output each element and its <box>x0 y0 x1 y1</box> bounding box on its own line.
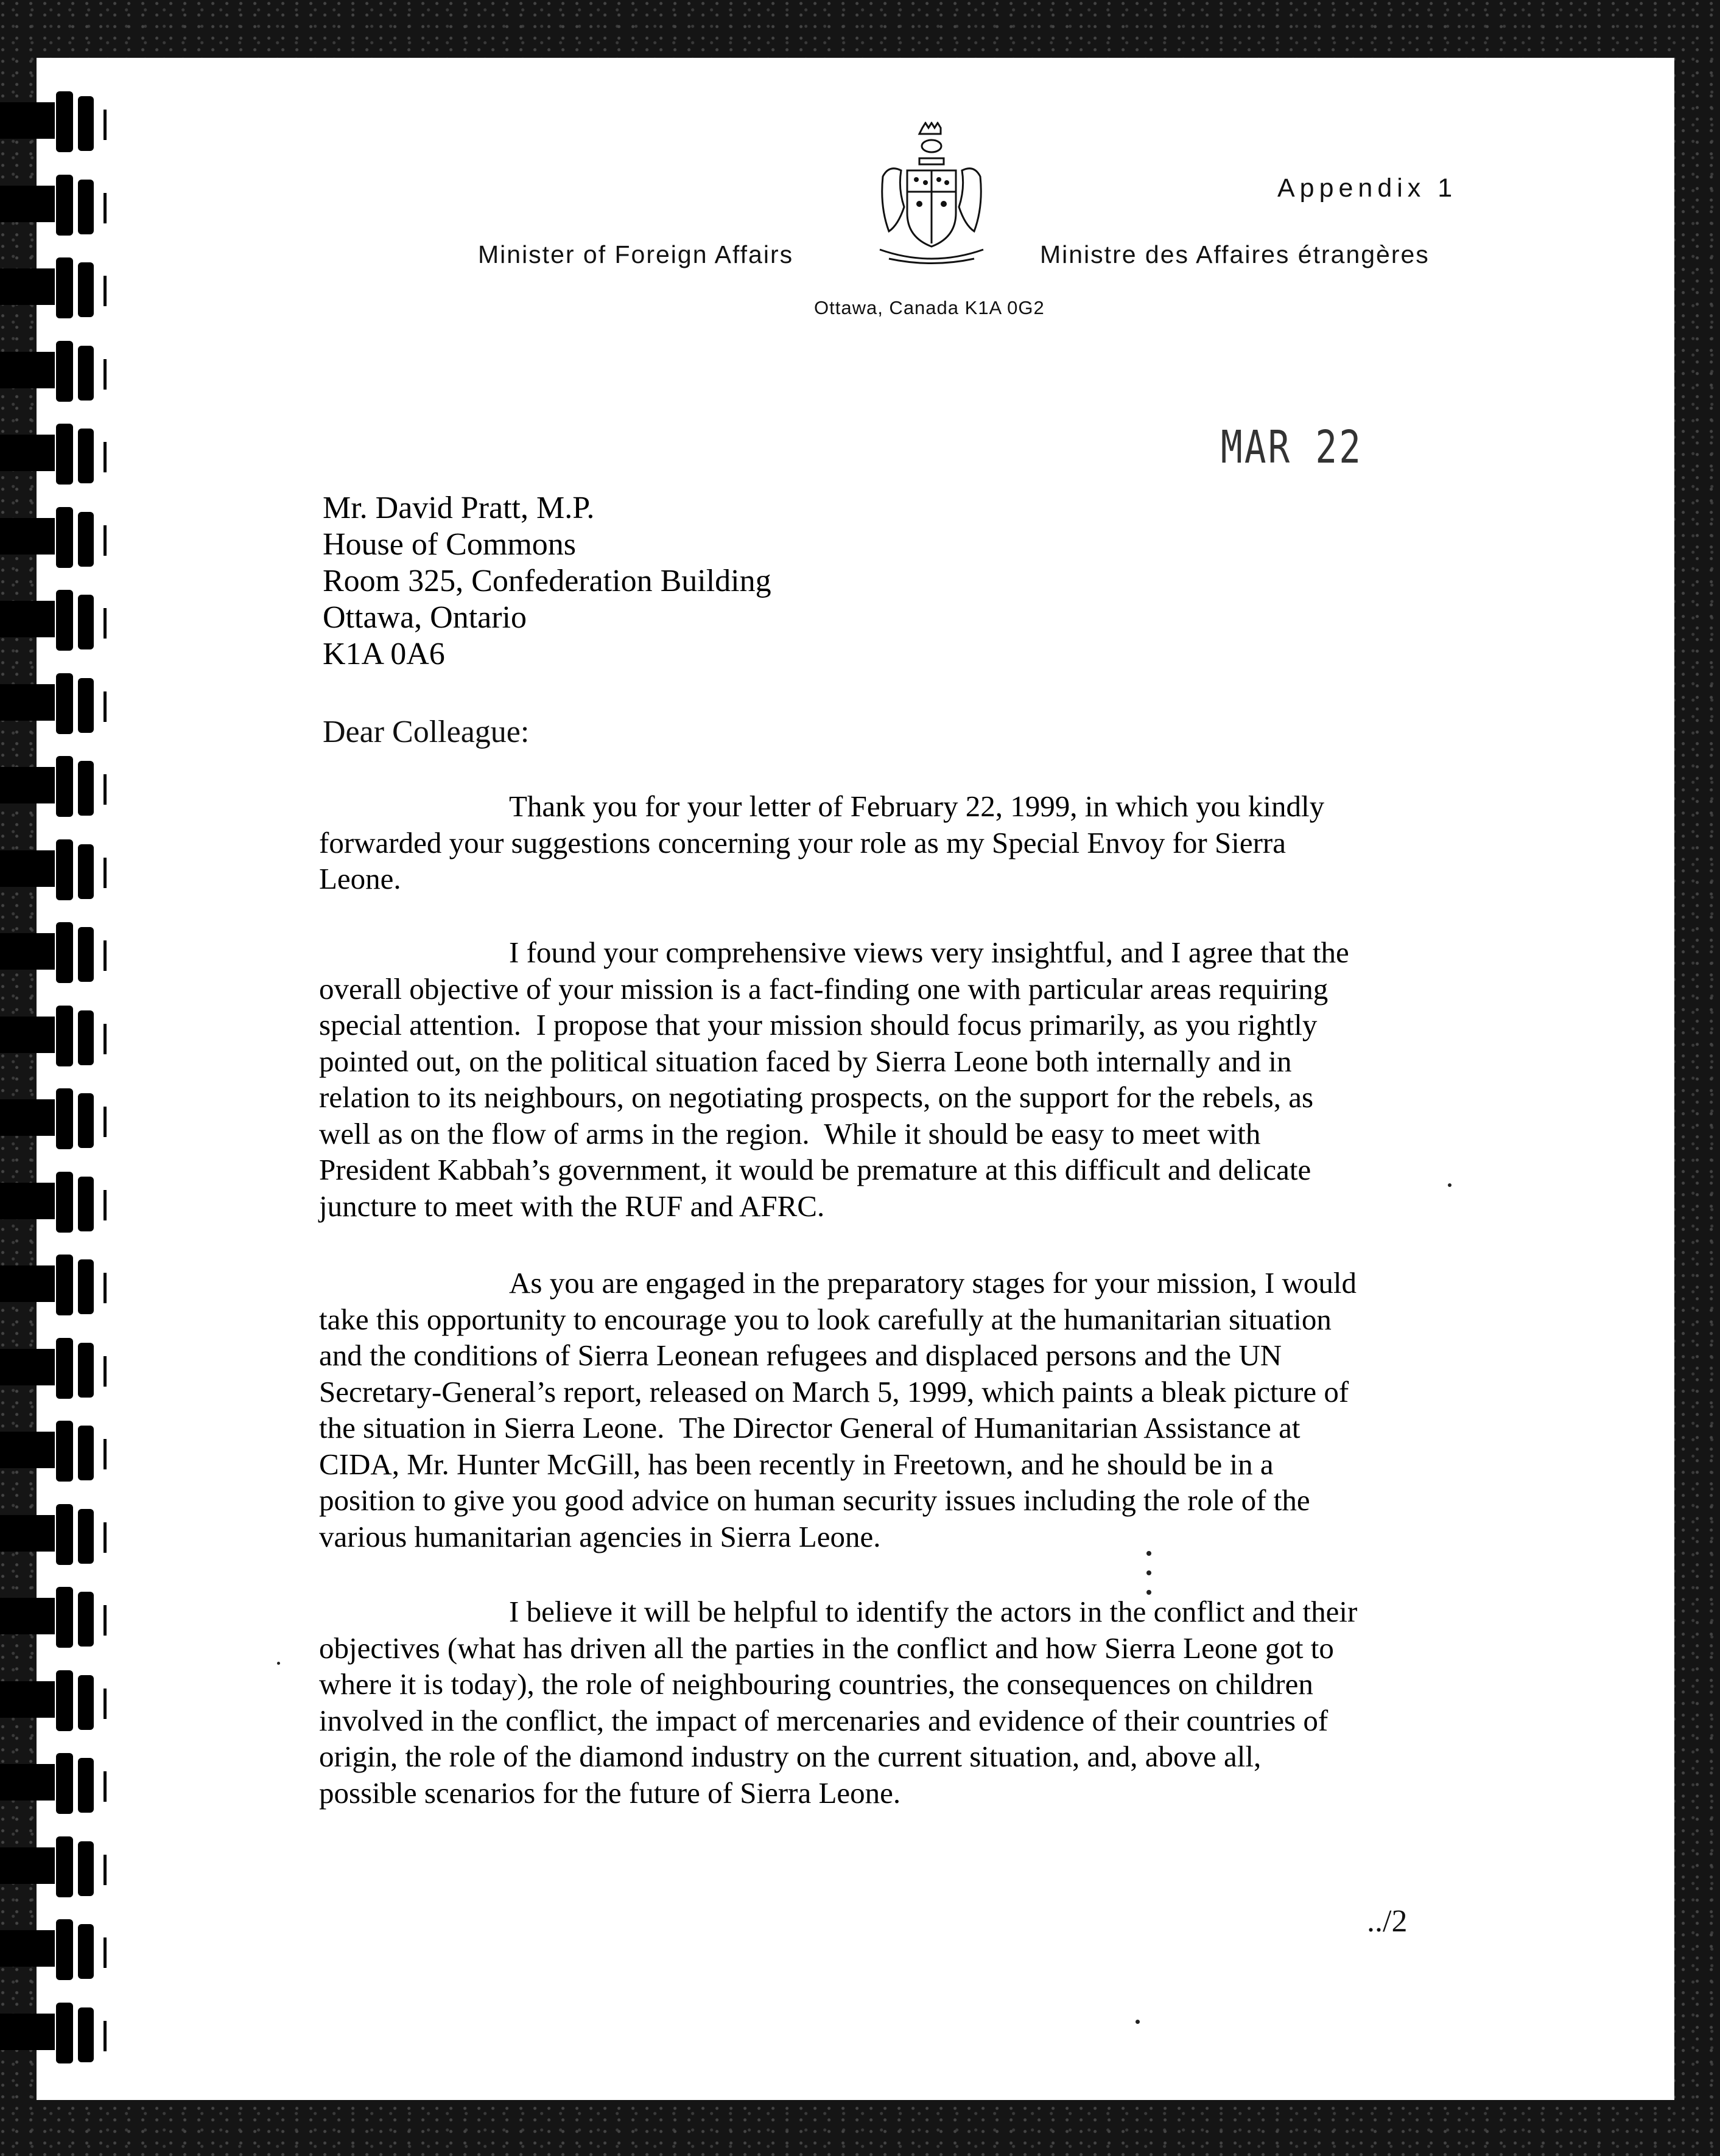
paragraph-line: involved in the conflict, the impact of mercenaries and evidence of their countries of <box>319 1703 1329 1737</box>
paragraph-line: possible scenarios for the future of Sierra Leone. <box>319 1776 901 1810</box>
binding-coil <box>0 424 107 485</box>
paragraph-line: As you are engaged in the preparatory stages for your mission, I would <box>509 1266 1357 1300</box>
paragraph-line: overall objective of your mission is a fact-finding one with particular areas requiring <box>319 971 1329 1006</box>
binding-coil <box>0 1172 107 1233</box>
body-paragraph-3 <box>319 1265 1445 1555</box>
paragraph-line: juncture to meet with the RUF and AFRC. <box>319 1189 825 1223</box>
binding-coil <box>0 341 107 402</box>
paragraph-line: special attention. I propose that your mission should focus primarily, as you rightly <box>319 1008 1318 1041</box>
scan-speck <box>1136 2020 1140 2024</box>
binding-coil <box>0 1587 107 1648</box>
binding-coil <box>0 756 107 817</box>
recipient-line: K1A 0A6 <box>323 637 445 671</box>
paragraph-line: President Kabbah’s government, it would be premature at this difficult and delicate <box>319 1153 1311 1186</box>
binding-coil <box>0 1338 107 1399</box>
recipient-address <box>323 490 771 673</box>
paragraph-line: objectives (what has driven all the parties in the conflict and how Sierra Leone got to <box>319 1631 1334 1665</box>
paragraph-line: Secretary-General’s report, released on March 5, 1999, which paints a bleak picture of <box>319 1374 1349 1409</box>
scan-speck <box>277 1662 280 1665</box>
coat-of-arms-icon <box>871 122 992 268</box>
scan-speck <box>1146 1570 1151 1575</box>
paragraph-line: pointed out, on the political situation faced by Sierra Leone both internally and in <box>319 1044 1292 1078</box>
paragraph-line: position to give you good advice on human security issues including the role of the <box>319 1483 1310 1517</box>
paragraph-line: I believe it will be helpful to identify the actors in the conflict and their <box>509 1595 1358 1628</box>
binding-coil <box>0 1006 107 1066</box>
binding-coil <box>0 1255 107 1315</box>
binding-coil <box>0 257 107 318</box>
binding-coil <box>0 1421 107 1482</box>
paragraph-line: origin, the role of the diamond industry on the current situation, and, above all, <box>319 1740 1262 1773</box>
paragraph-line: relation to its neighbours, on negotiating prospects, on the support for the rebels, as <box>319 1080 1314 1114</box>
binding-coil <box>0 590 107 651</box>
binding-coil <box>0 839 107 900</box>
recipient-line: Mr. David Pratt, M.P. <box>323 491 595 525</box>
recipient-line: House of Commons <box>323 527 576 562</box>
scan-speck <box>1146 1551 1151 1556</box>
page-continuation: ../2 <box>1367 1904 1408 1939</box>
binding-coil <box>0 1753 107 1814</box>
scan-speck <box>1448 1183 1451 1187</box>
paragraph-line: and the conditions of Sierra Leonean refugees and displaced persons and the UN <box>319 1339 1282 1372</box>
recipient-line: Ottawa, Ontario <box>323 600 527 635</box>
paragraph-line: take this opportunity to encourage you to look carefully at the humanitarian situation <box>319 1302 1332 1336</box>
paragraph-line: CIDA, Mr. Hunter McGill, has been recently in Freetown, and he should be in a <box>319 1447 1274 1481</box>
paragraph-line: where it is today), the role of neighbouring countries, the consequences on children <box>319 1667 1313 1701</box>
binding-coil <box>0 1670 107 1731</box>
paragraph-line: forwarded your suggestions concerning your role as my Special Envoy for Sierra <box>319 825 1286 859</box>
paragraph-line: the situation in Sierra Leone. The Director General of Humanitarian Assistance at <box>319 1411 1301 1444</box>
binding-coil <box>0 1836 107 1897</box>
paragraph-line: Thank you for your letter of February 22, 1999, in which you kindly <box>509 789 1325 823</box>
appendix-label: Appendix 1 <box>1277 173 1458 203</box>
binding-coil <box>0 1919 107 1980</box>
binding-coil <box>0 673 107 734</box>
letterhead-address: Ottawa, Canada K1A 0G2 <box>814 297 1045 318</box>
scan-speck <box>1146 1590 1151 1595</box>
paragraph-line: well as on the flow of arms in the region. While it should be easy to meet with <box>319 1116 1261 1150</box>
letterhead-minister-fr: Ministre des Affaires étrangères <box>1040 240 1430 268</box>
paragraph-line: various humanitarian agencies in Sierra Leone. <box>319 1519 881 1553</box>
letterhead-minister-en: Minister of Foreign Affairs <box>478 240 794 268</box>
paragraph-line: I found your comprehensive views very insightful, and I agree that the <box>509 936 1349 969</box>
recipient-line: Room 325, Confederation Building <box>323 564 771 598</box>
body-paragraph-1 <box>319 788 1445 897</box>
binding-coil <box>0 922 107 983</box>
body-paragraph-4 <box>319 1594 1445 1811</box>
binding-coil <box>0 507 107 568</box>
binding-coil <box>0 1504 107 1565</box>
spiral-binding <box>0 91 122 2100</box>
binding-coil <box>0 91 107 152</box>
salutation: Dear Colleague: <box>323 715 530 749</box>
binding-coil <box>0 175 107 236</box>
binding-coil <box>0 1088 107 1149</box>
paragraph-line: Leone. <box>319 862 401 895</box>
date-stamp: MAR 22 <box>1221 421 1363 474</box>
body-paragraph-2 <box>319 934 1445 1224</box>
binding-coil <box>0 2003 107 2063</box>
